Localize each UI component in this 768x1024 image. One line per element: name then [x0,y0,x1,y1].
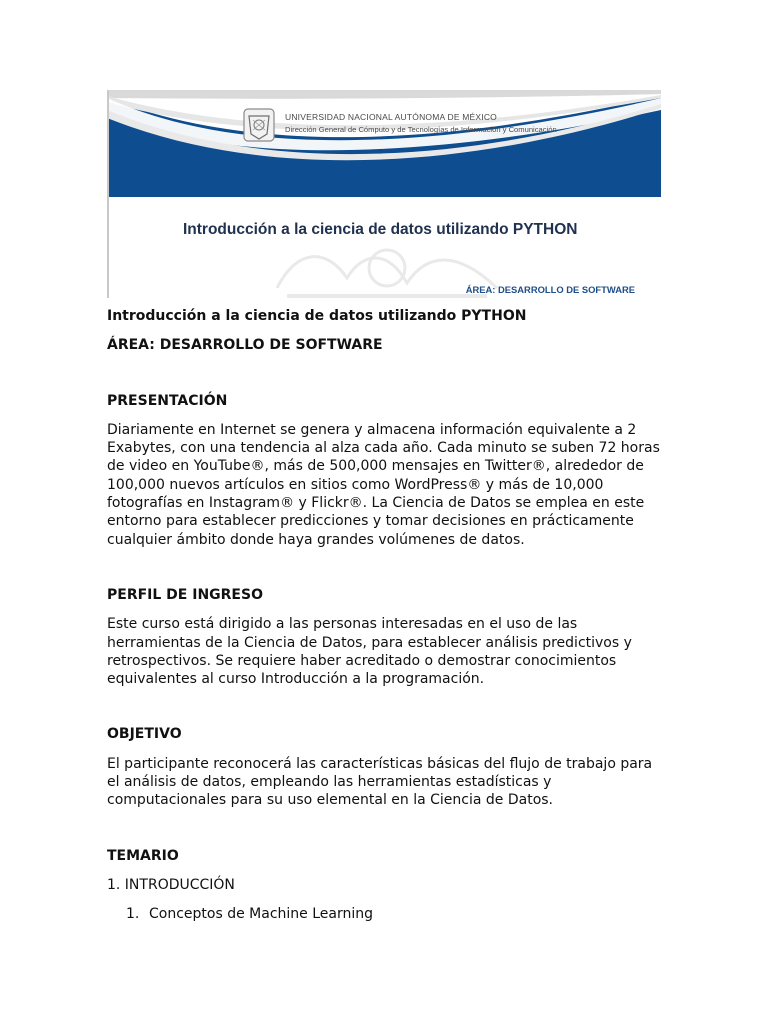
department-name: Dirección General de Cómputo y de Tecnologías de Información y Comunicación [285,125,557,134]
document-title: Introducción a la ciencia de datos utilizando PYTHON [107,308,527,324]
perfil-heading: PERFIL DE INGRESO [107,586,263,603]
perfil-text: Este curso está dirigido a las personas interesadas en el uso de las herramientas de la Ciencia de Datos, para establecer análisis predictivos y retrospectivos. Se requiere haber acreditado o demostrar conocimientos equivalentes al curso Introducción a la programación. [107,616,632,688]
unam-seal-logo [241,106,277,144]
course-banner [107,90,661,298]
objetivo-text: El participante reconocerá las características básicas del flujo de trabajo para el análisis de datos, empleando las herramientas estadísticas y computacionales para su uso elemental en la Ciencia de Datos. [107,755,653,809]
temario-item-1: 1. INTRODUCCIÓN [107,876,235,893]
banner-area-label: ÁREA: DESARROLLO DE SOFTWARE [465,284,635,295]
temario-heading: TEMARIO [107,847,179,864]
presentacion-heading: PRESENTACIÓN [107,392,228,409]
presentacion-text: Diariamente en Internet se genera y almacena información equivalente a 2 Exabytes, con una tendencia al alza cada año. Cada minuto se suben 72 horas de video en YouTube®, más de 500,000 mensajes en Twitter®, alrededor de 100,000 nuevos artículos en sitios como WordPress® y más de 10,000 fotografías en Instagram® y Flickr®. La Ciencia de Datos se emplea en este entorno para establecer predicciones y tomar decisiones en prácticamente cualquier ámbito donde haya grandes volúmenes de datos. [107,421,660,548]
document-area: ÁREA: DESARROLLO DE SOFTWARE [107,337,383,354]
document-body [107,307,667,924]
objetivo-heading: OBJETIVO [107,726,182,743]
banner-course-title: Introducción a la ciencia de datos utilizando PYTHON [183,221,578,238]
temario-subitem-1-1 [107,905,667,923]
banner-left-border [107,90,109,298]
temario-subitem-number: 1. [126,906,140,923]
temario-subitem-text: Conceptos de Machine Learning [149,906,373,923]
university-name: UNIVERSIDAD NACIONAL AUTÓNOMA DE MÉXICO [285,112,497,122]
